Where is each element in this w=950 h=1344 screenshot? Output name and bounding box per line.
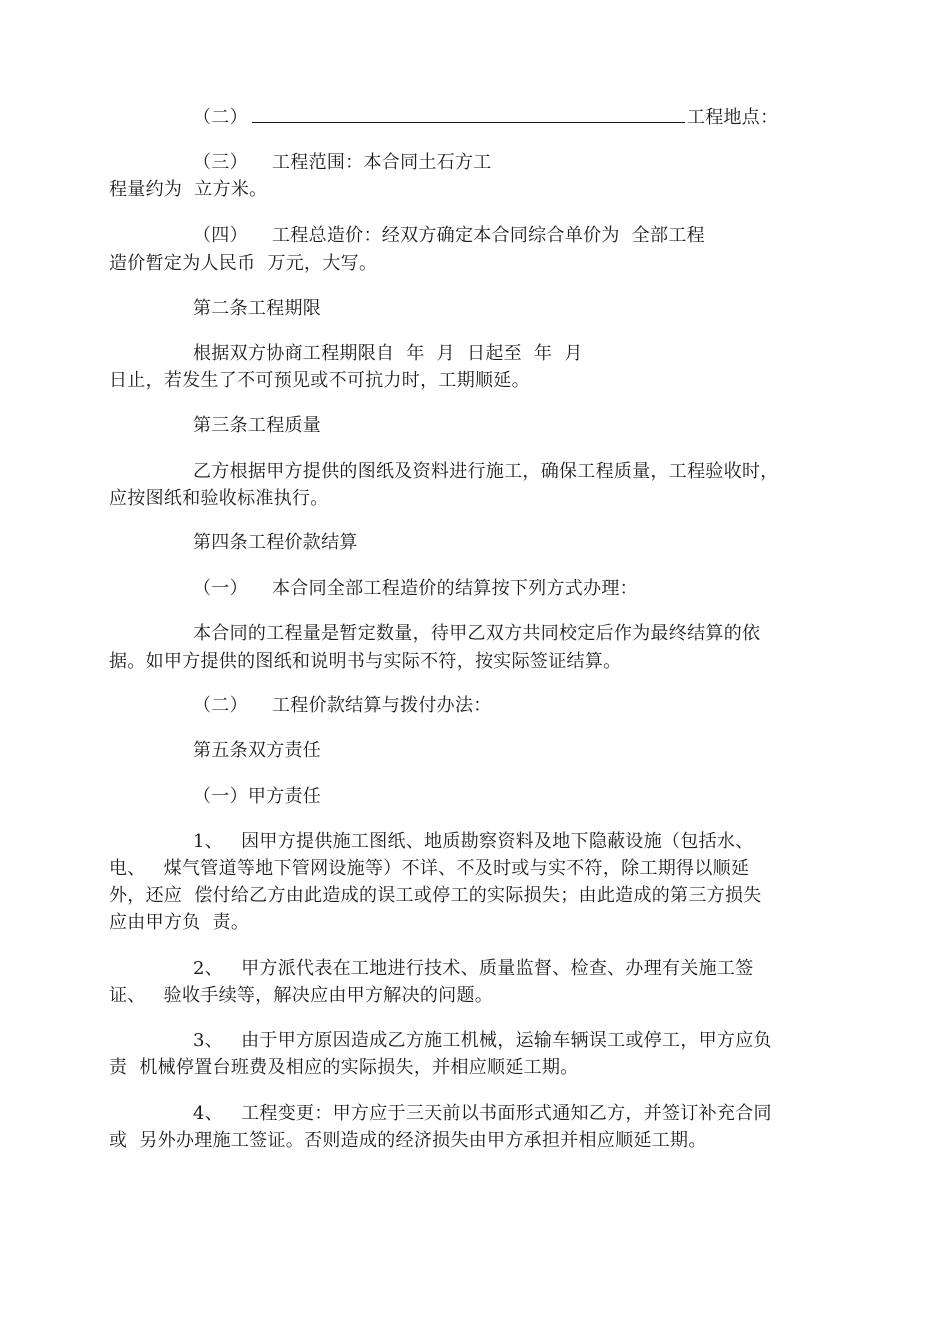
article-4-para-line-1: 本合同的工程量是暂定数量，待甲乙双方共同校定后作为最终结算的依	[193, 623, 761, 644]
duty-2-line-1: 2、 甲方派代表在工地进行技术、质量监督、检查、办理有关施工签	[193, 958, 754, 979]
item-3-line-1: （三） 工程范围：本合同土石方工	[193, 152, 492, 173]
article-4-item-1: （一） 本合同全部工程造价的结算按下列方式办理：	[193, 578, 638, 599]
party-a-duties-heading: （一）甲方责任	[193, 786, 322, 807]
article-3-heading: 第三条工程质量	[193, 415, 322, 436]
blank-underline	[252, 108, 685, 123]
item-4-line-2: 造价暂定为人民币 万元，大写。	[109, 253, 378, 274]
article-3-line-1: 乙方根据甲方提供的图纸及资料进行施工，确保工程质量，工程验收时，	[193, 461, 779, 482]
duty-3-line-2: 责 机械停置台班费及相应的实际损失，并相应顺延工期。	[109, 1057, 579, 1078]
item-2-location-line	[193, 107, 778, 129]
duty-1-line-1: 1、 因甲方提供施工图纸、地质勘察资料及地下隐蔽设施（包括水、	[193, 831, 754, 852]
item-4-line-1: （四） 工程总造价：经双方确定本合同综合单价为 全部工程	[193, 225, 705, 246]
article-2-line-1: 根据双方协商工程期限自 年 月 日起至 年 月	[193, 343, 583, 364]
location-label: 工程地点：	[686, 107, 779, 128]
item-number: （二）	[193, 107, 248, 128]
article-4-item-2: （二） 工程价款结算与拨付办法：	[193, 695, 492, 716]
article-4-para-line-2: 据。如甲方提供的图纸和说明书与实际不符，按实际签证结算。	[109, 651, 622, 672]
duty-3-line-1: 3、 由于甲方原因造成乙方施工机械，运输车辆误工或停工，甲方应负	[193, 1030, 772, 1051]
duty-4-line-1: 4、 工程变更：甲方应于三天前以书面形式通知乙方，并签订补充合同	[193, 1103, 772, 1124]
article-2-heading: 第二条工程期限	[193, 298, 322, 319]
article-4-heading: 第四条工程价款结算	[193, 532, 358, 553]
article-5-heading: 第五条双方责任	[193, 740, 322, 761]
article-3-line-2: 应按图纸和验收标准执行。	[109, 488, 329, 509]
duty-1-line-4: 应由甲方负 责。	[109, 912, 250, 933]
duty-1-line-3: 外，还应 偿付给乙方由此造成的误工或停工的实际损失；由此造成的第三方损失	[109, 885, 762, 906]
duty-4-line-2: 或 另外办理施工签证。否则造成的经济损失由甲方承担并相应顺延工期。	[109, 1130, 707, 1151]
article-2-line-2: 日止，若发生了不可预见或不可抗力时，工期顺延。	[109, 370, 530, 391]
item-3-line-2: 程量约为 立方米。	[109, 179, 268, 200]
duty-1-line-2: 电、 煤气管道等地下管网设施等）不详、不及时或与实不符，除工期得以顺延	[109, 858, 750, 879]
duty-2-line-2: 证、 验收手续等，解决应由甲方解决的问题。	[109, 985, 494, 1006]
